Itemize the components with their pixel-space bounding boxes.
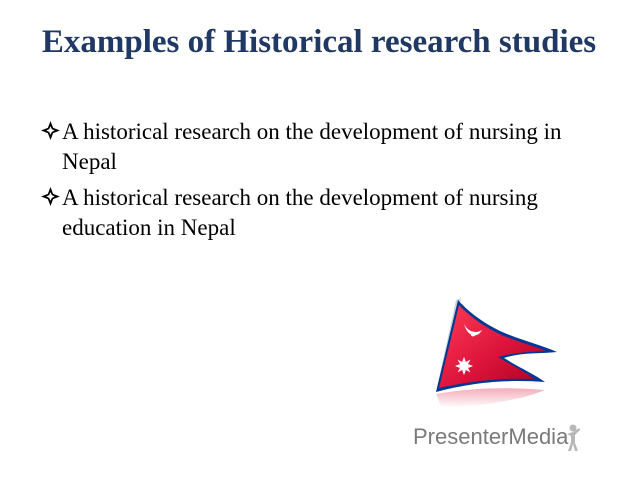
diamond-bullet-icon [40, 120, 61, 141]
bullet-list [40, 117, 600, 249]
presentermedia-logo [413, 422, 583, 452]
logo-text: PresenterMedia [413, 424, 569, 449]
presenter-figure-icon [564, 422, 582, 452]
diamond-bullet-icon [40, 186, 61, 207]
nepal-flag-icon [412, 296, 562, 416]
bullet-text: A historical research on the development of nursing education in Nepal [62, 185, 538, 240]
bullet-text: A historical research on the development of nursing in Nepal [62, 119, 562, 174]
bullet-item [40, 117, 600, 177]
bullet-item [40, 183, 600, 243]
slide-title: Examples of Historical research studies [41, 24, 597, 60]
